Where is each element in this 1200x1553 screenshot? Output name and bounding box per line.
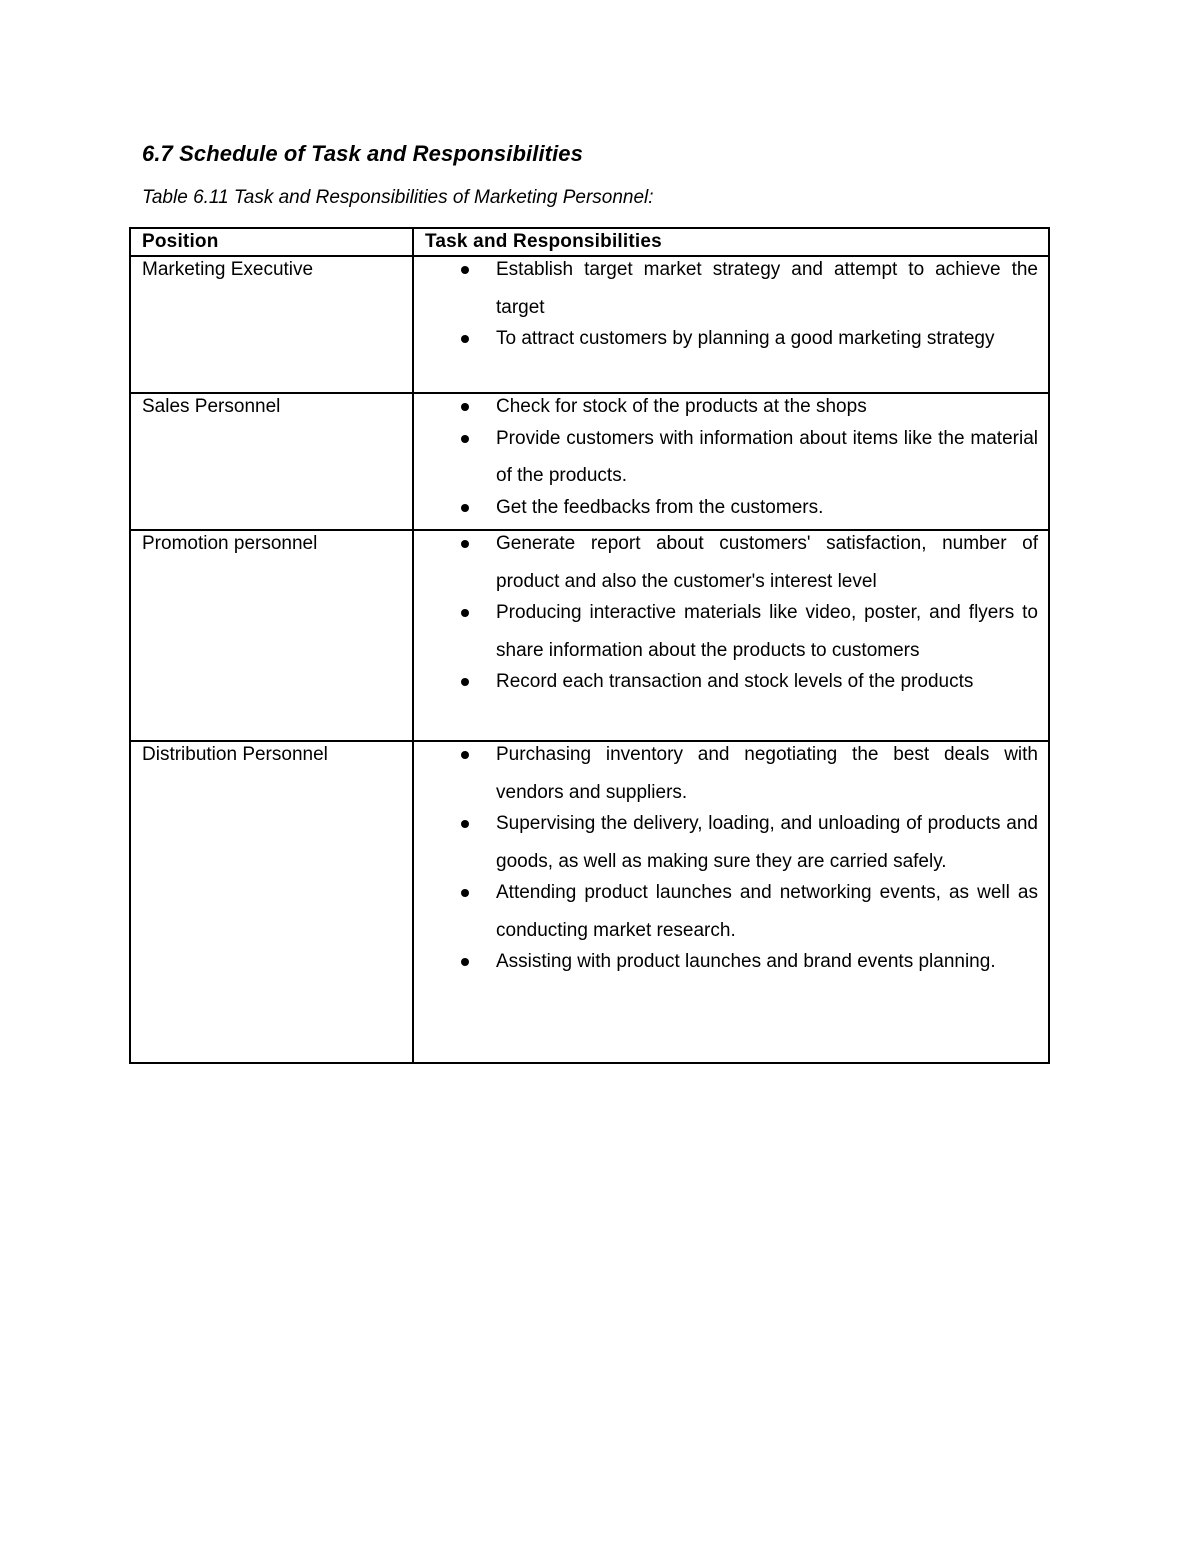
task-item bbox=[496, 663, 1038, 701]
bullet-icon bbox=[461, 335, 469, 343]
responsibilities-table bbox=[129, 227, 1050, 1064]
task-item bbox=[496, 251, 1038, 326]
bullet-icon bbox=[461, 435, 469, 443]
task-text: Attending product launches and networking events, as well as conducting market research. bbox=[496, 882, 1038, 941]
task-item bbox=[496, 594, 1038, 669]
bullet-icon bbox=[461, 540, 469, 548]
position-cell: Marketing Executive bbox=[130, 256, 413, 393]
tasks-cell bbox=[413, 256, 1049, 393]
table-row bbox=[130, 393, 1049, 530]
task-item bbox=[496, 489, 1038, 527]
tasks-cell bbox=[413, 393, 1049, 530]
task-item bbox=[496, 874, 1038, 949]
task-list bbox=[425, 388, 1038, 526]
bullet-icon bbox=[461, 678, 469, 686]
task-text: Provide customers with information about items like the material of the products. bbox=[496, 427, 1038, 486]
task-text: Assisting with product launches and brand events planning. bbox=[496, 951, 996, 972]
task-item bbox=[496, 943, 1038, 981]
task-text: To attract customers by planning a good marketing strategy bbox=[496, 328, 995, 349]
task-item bbox=[496, 525, 1038, 600]
table-row bbox=[130, 741, 1049, 1063]
bullet-icon bbox=[461, 751, 469, 759]
task-list bbox=[425, 525, 1038, 701]
position-cell: Promotion personnel bbox=[130, 530, 413, 741]
task-item bbox=[496, 736, 1038, 811]
task-text: Record each transaction and stock levels of the products bbox=[496, 671, 974, 692]
bullet-icon bbox=[461, 266, 469, 274]
bullet-icon bbox=[461, 958, 469, 966]
section-heading: 6.7 Schedule of Task and Responsibilities bbox=[142, 141, 583, 166]
position-cell: Sales Personnel bbox=[130, 393, 413, 530]
task-list bbox=[425, 736, 1038, 981]
task-text: Purchasing inventory and negotiating the best deals with vendors and suppliers. bbox=[496, 744, 1038, 803]
task-text: Producing interactive materials like video, poster, and flyers to share information about the products to customers bbox=[496, 602, 1038, 661]
position-cell: Distribution Personnel bbox=[130, 741, 413, 1063]
task-text: Get the feedbacks from the customers. bbox=[496, 496, 824, 518]
table-row bbox=[130, 530, 1049, 741]
table-caption: Table 6.11 Task and Responsibilities of Marketing Personnel: bbox=[142, 187, 654, 208]
bullet-icon bbox=[461, 609, 469, 617]
task-text: Supervising the delivery, loading, and unloading of products and goods, as well as making sure they are carried safely. bbox=[496, 813, 1038, 872]
bullet-icon bbox=[461, 820, 469, 828]
bullet-icon bbox=[461, 504, 469, 512]
column-header-position: Position bbox=[130, 228, 413, 256]
task-item bbox=[496, 320, 1038, 358]
table-row bbox=[130, 256, 1049, 393]
task-list bbox=[425, 251, 1038, 358]
task-text: Generate report about customers' satisfaction, number of product and also the customer's interest level bbox=[496, 533, 1038, 592]
column-header-tasks: Task and Responsibilities bbox=[413, 228, 1049, 256]
bullet-icon bbox=[461, 403, 469, 411]
task-text: Check for stock of the products at the shops bbox=[496, 396, 867, 417]
bullet-icon bbox=[461, 889, 469, 897]
tasks-cell bbox=[413, 530, 1049, 741]
task-item bbox=[496, 805, 1038, 880]
task-item bbox=[496, 420, 1038, 495]
task-text: Establish target market strategy and attempt to achieve the target bbox=[496, 259, 1038, 318]
tasks-cell bbox=[413, 741, 1049, 1063]
